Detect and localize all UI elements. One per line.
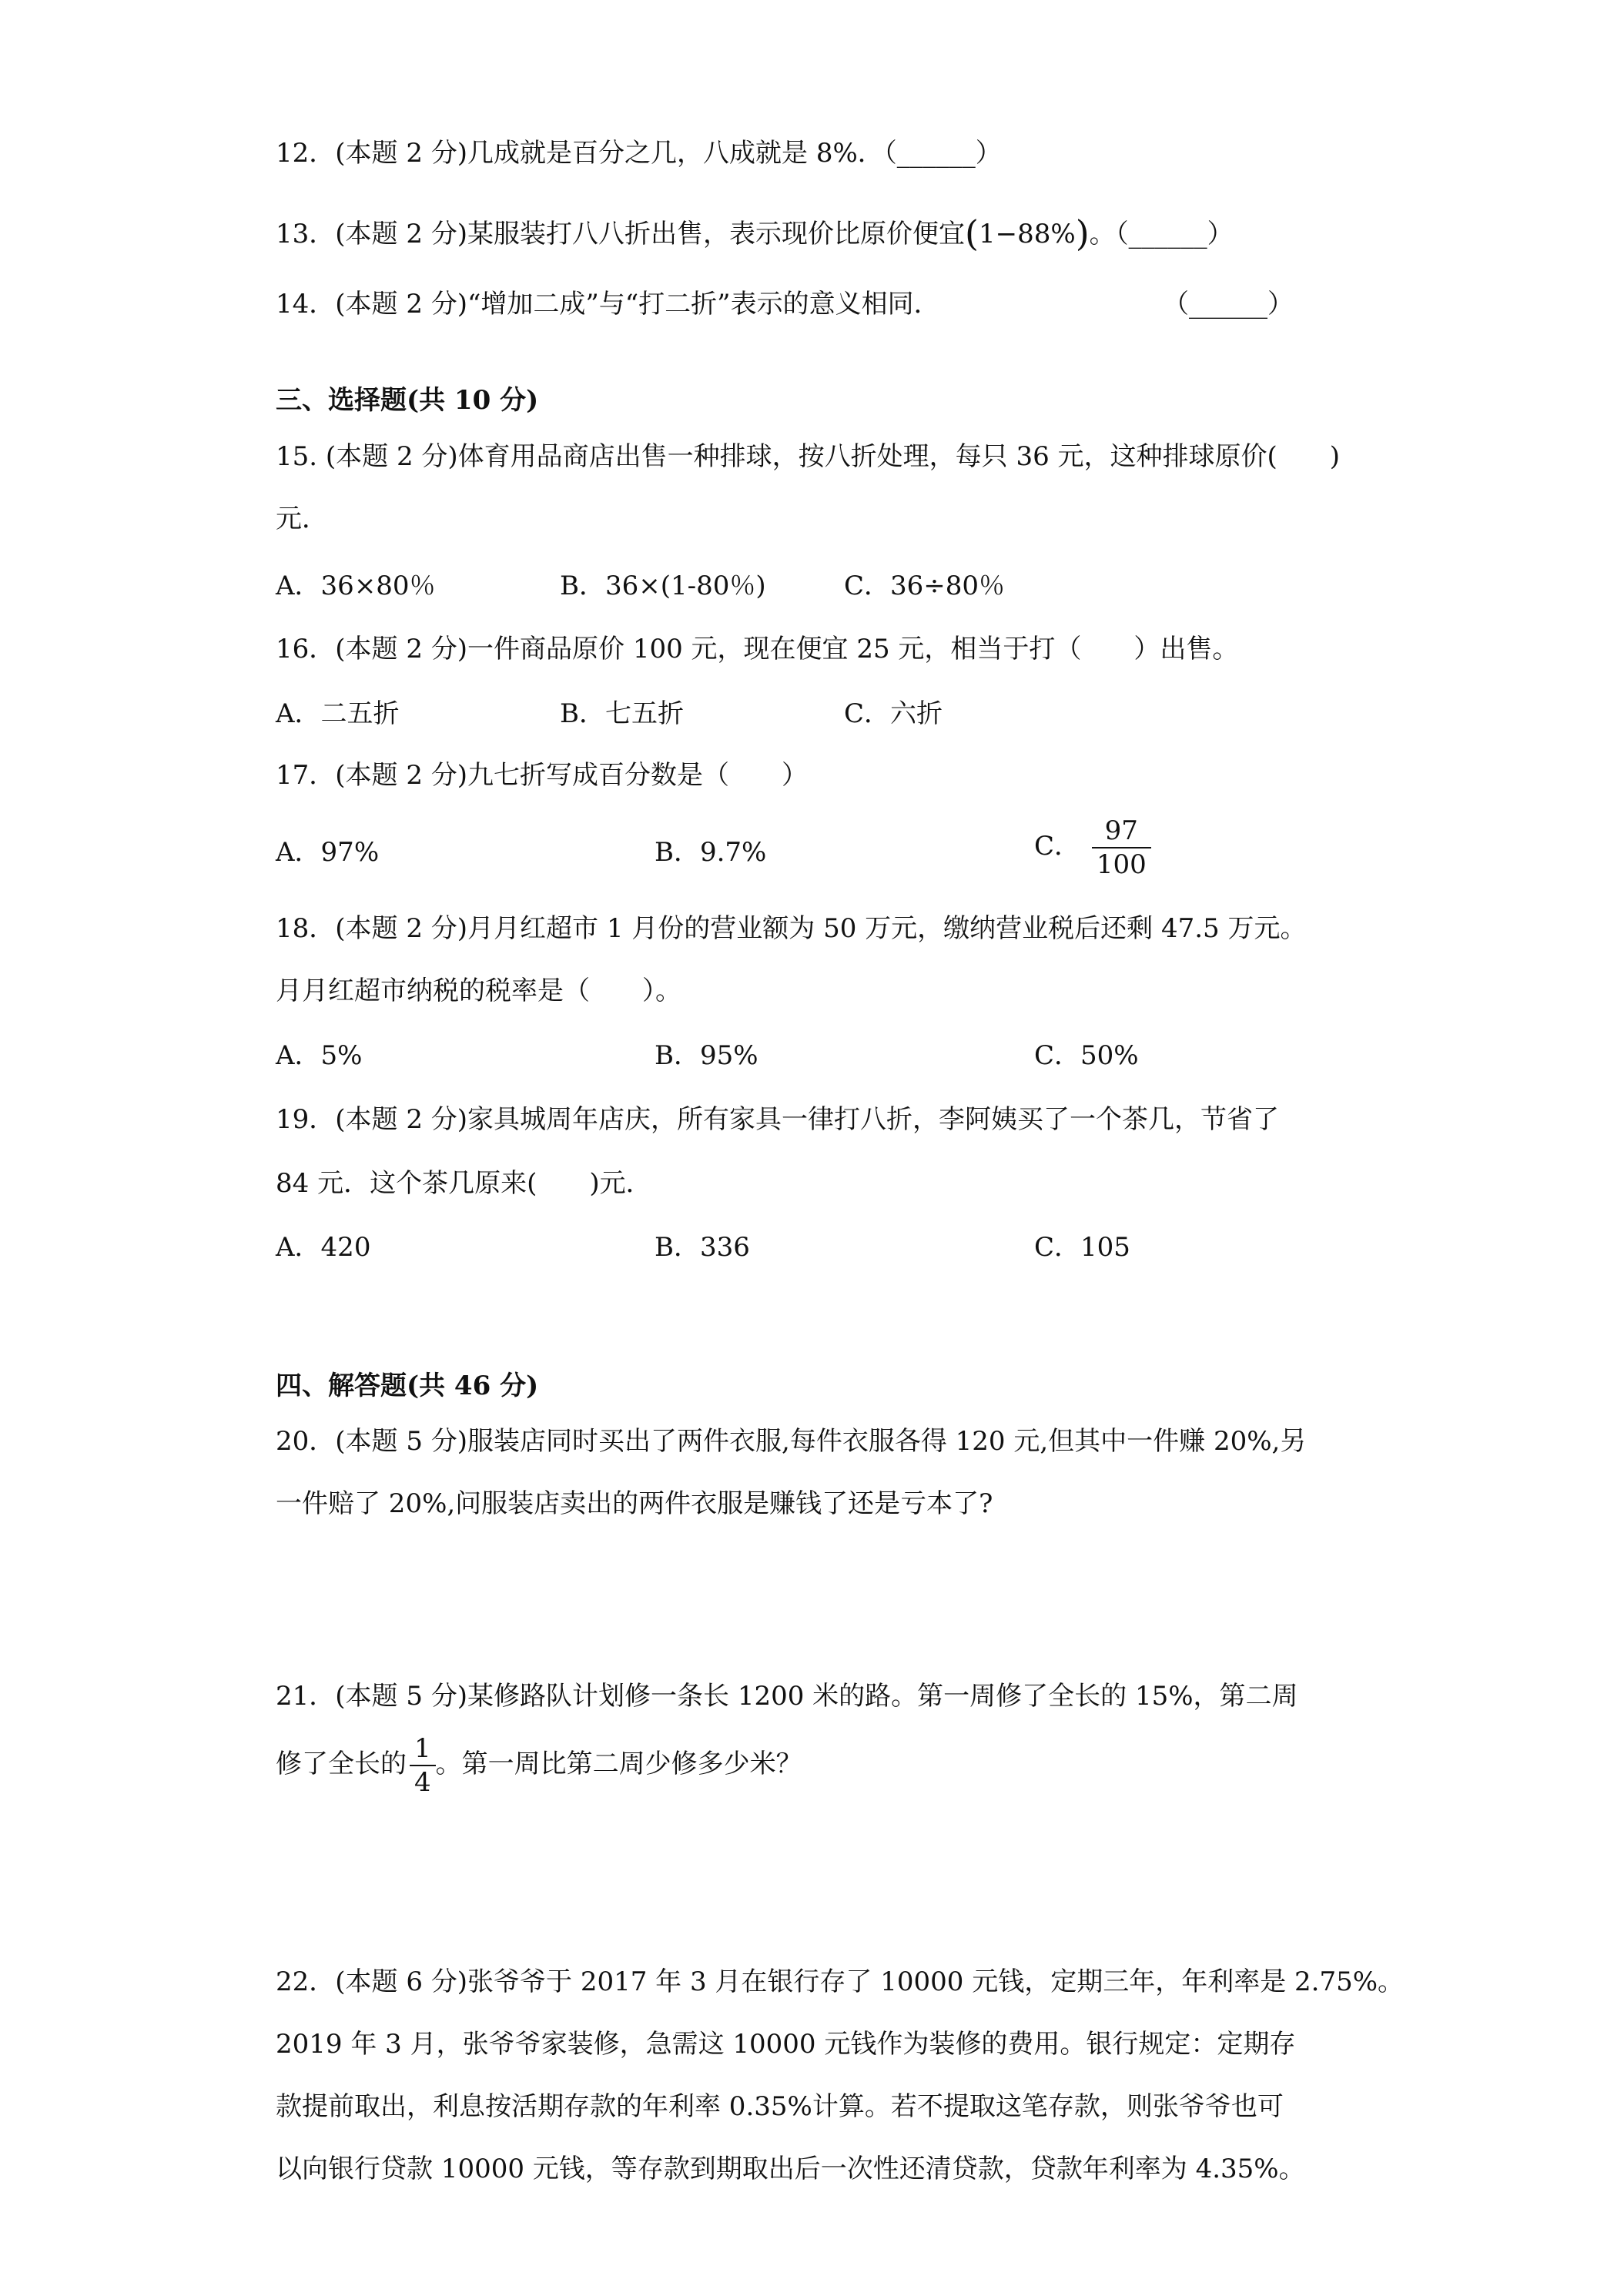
question-18-option-a: A．5% xyxy=(276,1040,363,1071)
question-20-line-1: 20．(本题 5 分)服装店同时买出了两件衣服,每件衣服各得 120 元,但其中一件赚 20%,另 xyxy=(276,1426,1307,1457)
question-17-fraction xyxy=(1092,815,1151,880)
question-19-line-1: 19．(本题 2 分)家具城周年店庆，所有家具一律打八折，李阿姨买了一个茶几，节省了 xyxy=(276,1104,1280,1135)
question-16-option-c: C．六折 xyxy=(844,698,943,729)
question-13-left-paren: ( xyxy=(965,213,979,254)
question-16-option-b: B．七五折 xyxy=(560,698,684,729)
question-21-line-2 xyxy=(276,1735,802,1796)
fraction-numerator: 1 xyxy=(410,1735,436,1766)
question-17: 17．(本题 2 分)九七折写成百分数是（ ） xyxy=(276,760,809,791)
question-19-line-2: 84 元．这个茶几原来( )元． xyxy=(276,1168,652,1199)
question-12: 12．(本题 2 分)几成就是百分之几，八成就是 8%．（______） xyxy=(276,138,1002,169)
question-17-option-c xyxy=(1034,815,1151,880)
question-22-line-4: 以向银行贷款 10000 元钱，等存款到期取出后一次性还清贷款，贷款年利率为 4.35%。 xyxy=(276,2154,1305,2184)
fraction-numerator: 97 xyxy=(1092,818,1151,848)
question-19-option-b: B．336 xyxy=(655,1232,750,1263)
question-14-blank: （______） xyxy=(1163,289,1294,320)
question-14 xyxy=(276,289,940,320)
question-15-line-2: 元． xyxy=(276,504,328,534)
question-21-line-2-suffix: 。第一周比第二周少修多少米？ xyxy=(435,1749,802,1779)
question-21-line-1: 21．(本题 5 分)某修路队计划修一条长 1200 米的路。第一周修了全长的 15%，第二周 xyxy=(276,1681,1298,1712)
question-17-option-a: A．97% xyxy=(276,837,380,868)
question-18-line-2: 月月红超市纳税的税率是（ ）。 xyxy=(276,976,681,1006)
question-16-option-a: A．二五折 xyxy=(276,698,400,729)
question-19-option-c: C．105 xyxy=(1034,1232,1130,1263)
question-13-suffix: 。（______） xyxy=(1089,219,1234,249)
question-16: 16．(本题 2 分)一件商品原价 100 元，现在便宜 25 元，相当于打（ ）出售。 xyxy=(276,634,1239,664)
section-4-title: 四、解答题(共 46 分) xyxy=(276,1371,539,1401)
fraction-denominator: 4 xyxy=(414,1767,431,1798)
question-13-right-paren: ) xyxy=(1075,213,1090,254)
fraction-denominator: 100 xyxy=(1096,849,1147,880)
question-15-option-c: C．36÷80％ xyxy=(844,571,1006,601)
question-18-line-1: 18．(本题 2 分)月月红超市 1 月份的营业额为 50 万元，缴纳营业税后还剩 47.5 万元。 xyxy=(276,913,1307,944)
question-22-line-3: 款提前取出，利息按活期存款的年利率 0.35%计算。若不提取这笔存款，则张爷爷也可 xyxy=(276,2091,1284,2122)
question-19-option-a: A．420 xyxy=(276,1232,371,1263)
question-15-line-1: 15. (本题 2 分)体育用品商店出售一种排球，按八折处理，每只 36 元，这种排球原价( ) xyxy=(276,441,1341,472)
question-17-option-c-label: C． xyxy=(1034,831,1081,862)
section-3-title: 三、选择题(共 10 分) xyxy=(276,385,539,416)
question-21-line-2-prefix: 修了全长的 xyxy=(276,1749,407,1779)
question-18-option-b: B．95% xyxy=(655,1040,758,1071)
question-13 xyxy=(276,213,1234,254)
question-20-line-2: 一件赔了 20%,问服装店卖出的两件衣服是赚钱了还是亏本了? xyxy=(276,1488,993,1519)
question-15-option-b: B．36×(1-80％) xyxy=(560,571,766,601)
question-13-expression: 1−88% xyxy=(979,219,1076,249)
question-17-option-b: B．9.7% xyxy=(655,837,767,868)
question-14-text: 14．(本题 2 分)“增加二成”与“打二折”表示的意义相同． xyxy=(276,289,940,320)
question-22-line-1: 22．(本题 6 分)张爷爷于 2017 年 3 月在银行存了 10000 元钱，定期三年，年利率是 2.75%。 xyxy=(276,1966,1405,1997)
question-15-option-a: A．36×80％ xyxy=(276,571,436,601)
question-13-prefix: 13．(本题 2 分)某服装打八八折出售，表示现价比原价便宜 xyxy=(276,219,966,249)
question-18-option-c: C．50% xyxy=(1034,1040,1139,1071)
question-21-fraction xyxy=(410,1735,436,1796)
question-22-line-2: 2019 年 3 月，张爷爷家装修，急需这 10000 元钱作为装修的费用。银行规定：定期存 xyxy=(276,2029,1296,2060)
